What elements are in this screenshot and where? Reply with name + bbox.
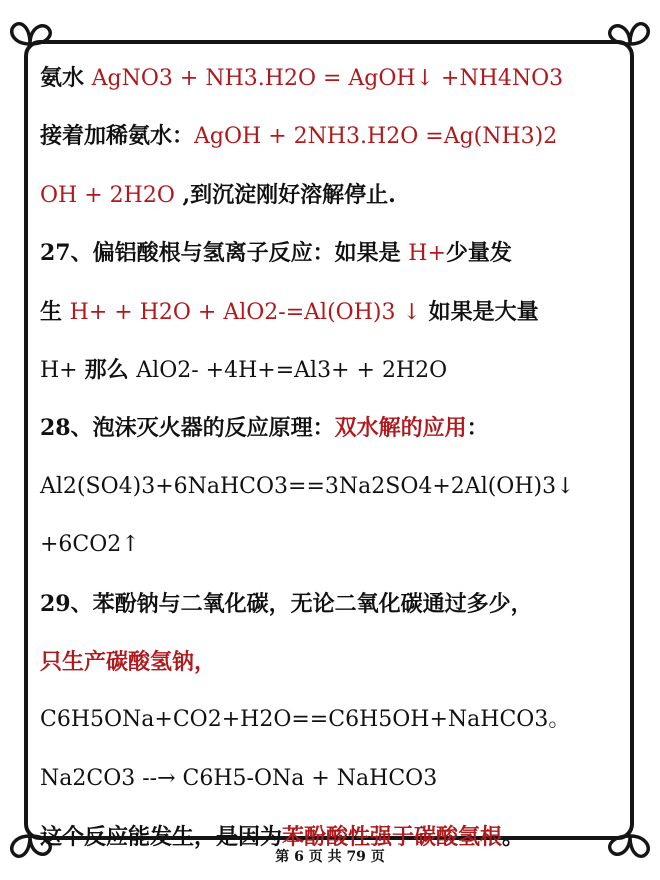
text-line [40,525,630,583]
text-segment: Na2CO3 --→ C6H5-ONa + NaHCO3 [40,765,438,791]
text-segment: 只生产碳酸氢钠， [40,648,217,675]
text-line [40,292,630,350]
text-segment: 。 [502,824,525,851]
text-segment: H+ [408,241,446,267]
text-segment: 接着加稀氨水： [40,123,195,150]
text-line [40,584,630,642]
text-segment: 生 [40,298,70,325]
text-line [40,467,630,525]
text-line [40,175,630,233]
text-segment: C6H5ONa+CO2+H2O==C6H5OH+NaHCO3。 [40,707,571,733]
text-line [40,350,630,408]
text-line [40,233,630,291]
text-segment: AgNO3 + NH3.H2O = AgOH↓ +NH4NO3 [91,66,564,91]
text-segment: 氨水 [40,65,92,91]
text-segment: 27、偏铝酸根与氢离子反应：如果是 [40,240,409,267]
text-line [40,408,630,466]
text-line [40,642,630,700]
text-segment: 双水解的应用 [334,415,467,442]
text-segment: Al2(SO4)3+6NaHCO3==3Na2SO4+2Al(OH)3↓ [40,473,575,499]
text-line [40,759,630,817]
text-segment: ,到沉淀刚好溶解停止. [174,181,396,208]
text-segment: H+ [40,357,85,383]
text-segment: 如果是大量 [420,298,539,325]
text-line [40,116,630,174]
text-segment: OH + 2H2O [40,182,175,208]
text-segment: 28、泡沫灭火器的反应原理： [40,415,335,442]
text-segment: ： [466,415,489,442]
text-segment: 那么 [84,356,137,383]
text-segment: AlO2- +4H+=Al3+ + 2H2O [136,357,448,383]
text-segment: H+ + H2O + AlO2-=Al(OH)3 ↓ [69,299,421,325]
page-number: 第 6 页 共 79 页 [275,849,385,865]
text-segment: +6CO2↑ [40,532,140,558]
text-segment: 苯酚酸性强于碳酸氢根 [282,824,503,851]
text-segment: 29、苯酚钠与二氧化碳，无论二氧化碳通过多少， [40,590,533,617]
text-segment: AgOH + 2NH3.H2O =Ag(NH3)2 [194,124,558,150]
text-line [40,58,630,116]
text-segment: 少量发 [445,240,512,267]
text-line [40,700,630,758]
document-body [40,58,630,875]
text-segment: 这个反应能发生，是因为 [40,824,283,851]
